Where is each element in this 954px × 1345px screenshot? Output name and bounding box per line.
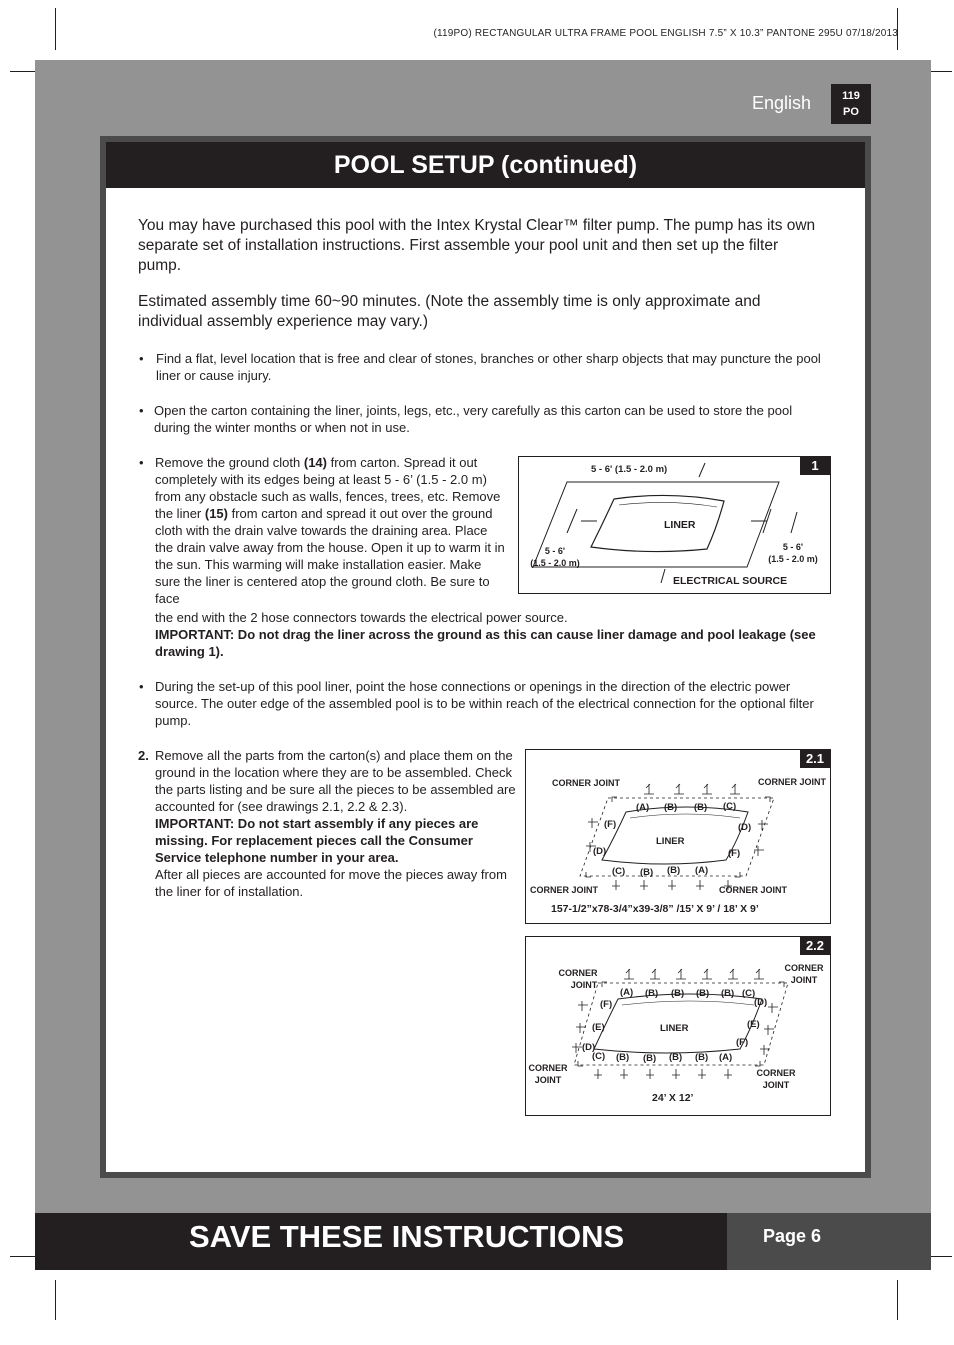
drawing-2-2-number: 2.2 bbox=[800, 937, 830, 955]
label-part-a: (A) bbox=[719, 1052, 733, 1063]
label-part-f: (F) bbox=[600, 999, 613, 1010]
step-2-instructions: Remove all the parts from the carton(s) and place them on the ground in the location where they are to be assembled. Check the parts listing and be sure all the pieces to be assembled are accounted for (see drawings 2.1, 2.2 & 2.3). bbox=[155, 748, 516, 814]
save-instructions-heading: SAVE THESE INSTRUCTIONS bbox=[189, 1219, 625, 1254]
ground-cloth-text-3: from carton and spread it out over the ground cloth with the drain valve towards the draining area. Place the drain valve away from the house. Open it up to warm it in the sun. This warming will make installation easier. Make sure the liner is centered atop the ground cloth. Be sure to face bbox=[155, 506, 505, 606]
label-part-e: (E) bbox=[747, 1019, 760, 1030]
label-left-clearance bbox=[525, 545, 585, 569]
left-clearance-m: (1.5 - 2.0 m) bbox=[530, 558, 580, 568]
label-part-b: (B) bbox=[721, 988, 735, 999]
label-part-d: (D) bbox=[582, 1042, 596, 1053]
bullet-marker: • bbox=[139, 679, 144, 694]
important-no-drag: IMPORTANT: Do not drag the liner across the ground as this can cause liner damage and pool leakage (see drawing 1). bbox=[155, 627, 816, 659]
label-part-b: (B) bbox=[669, 1052, 683, 1063]
label-part-b: (B) bbox=[696, 988, 710, 999]
print-header: (119PO) RECTANGULAR ULTRA FRAME POOL ENGLISH 7.5” X 10.3” PANTONE 295U 07/18/2013 bbox=[433, 28, 898, 39]
crop-mark bbox=[55, 1280, 56, 1320]
label-part-c: (C) bbox=[742, 988, 756, 999]
label-electrical-source: ELECTRICAL SOURCE bbox=[673, 575, 788, 587]
right-clearance-ft: 5 - 6' bbox=[782, 542, 804, 552]
label-part-b: (B) bbox=[616, 1052, 630, 1063]
intro-paragraph-1: You may have purchased this pool with the Intex Krystal Clear™ filter pump. The pump has its own separate set of installation instructions. First assemble your pool unit and then set up the filter pump. bbox=[138, 217, 816, 274]
crop-mark bbox=[897, 1280, 898, 1320]
label-corner-joint: CORNER JOINT bbox=[719, 885, 788, 895]
label-part-b: (B) bbox=[695, 1052, 709, 1063]
ground-cloth-text-1: Remove the ground cloth bbox=[155, 455, 304, 470]
label-corner-joint bbox=[556, 967, 600, 991]
bullet-marker: • bbox=[139, 455, 144, 470]
drawing-2-1-caption: 157-1/2”x78-3/4”x39-3/8” /15’ X 9’ / 18’ X 9’ bbox=[551, 903, 759, 915]
label-part-b: (B) bbox=[664, 802, 678, 813]
label-top-clearance: 5 - 6' (1.5 - 2.0 m) bbox=[591, 464, 668, 475]
label-liner: LINER bbox=[660, 1023, 689, 1034]
drawing-1-number: 1 bbox=[800, 457, 830, 475]
label-part-f: (F) bbox=[604, 819, 617, 830]
label-liner: LINER bbox=[656, 836, 685, 847]
label-part-c: (C) bbox=[723, 801, 737, 812]
label-part-a: (A) bbox=[695, 865, 709, 876]
label-part-c: (C) bbox=[592, 1051, 606, 1062]
label-part-f: (F) bbox=[728, 848, 741, 859]
label-corner-joint: CORNER JOINT bbox=[552, 778, 621, 788]
bullet-ground-cloth bbox=[155, 454, 507, 607]
badge-line1: 119 bbox=[842, 90, 860, 102]
intro-paragraph-2: Estimated assembly time 60~90 minutes. (Note the assembly time is only approximate and individual assembly experience may vary.) bbox=[138, 293, 761, 330]
label-corner-joint bbox=[526, 1062, 570, 1086]
label-corner-joint bbox=[782, 962, 826, 986]
ground-cloth-text-4: the end with the 2 hose connectors towards the electrical power source. bbox=[155, 610, 568, 625]
corner-word: CORNER bbox=[756, 1068, 796, 1078]
page-number-box bbox=[727, 1213, 931, 1270]
page-number: Page 6 bbox=[763, 1226, 822, 1246]
bullet-marker: • bbox=[139, 351, 144, 366]
label-part-b: (B) bbox=[671, 988, 685, 999]
drawing-2-1-number: 2.1 bbox=[800, 750, 830, 768]
label-part-e: (E) bbox=[592, 1022, 605, 1033]
step-number: 2. bbox=[138, 748, 149, 763]
drawing-2-2-caption: 24’ X 12’ bbox=[652, 1092, 694, 1104]
corner-word: CORNER bbox=[558, 968, 598, 978]
label-part-a: (A) bbox=[620, 987, 634, 998]
step-2-text bbox=[155, 747, 517, 900]
corner-word: CORNER bbox=[784, 963, 824, 973]
joint-word: JOINT bbox=[534, 1075, 562, 1085]
label-part-b: (B) bbox=[640, 867, 654, 878]
label-part-b: (B) bbox=[694, 802, 708, 813]
right-clearance-m: (1.5 - 2.0 m) bbox=[768, 554, 818, 564]
part-ref-15: (15) bbox=[204, 506, 228, 521]
bullet-open-carton: Open the carton containing the liner, joints, legs, etc., very carefully as this carton can be used to store the pool during the winter months or when not in use. bbox=[154, 403, 793, 435]
bullet-marker: • bbox=[139, 403, 144, 418]
label-part-f: (F) bbox=[736, 1037, 749, 1048]
label-corner-joint: CORNER JOINT bbox=[758, 777, 827, 787]
joint-word: JOINT bbox=[790, 975, 818, 985]
model-badge bbox=[831, 84, 871, 124]
label-part-b: (B) bbox=[667, 865, 681, 876]
label-part-d: (D) bbox=[738, 822, 752, 833]
joint-word: JOINT bbox=[762, 1080, 790, 1090]
label-corner-joint: CORNER JOINT bbox=[530, 885, 599, 895]
label-part-b: (B) bbox=[645, 988, 659, 999]
step-2-important: IMPORTANT: Do not start assembly if any pieces are missing. For replacement pieces call the Consumer Service telephone number in your area. bbox=[155, 816, 479, 865]
left-clearance-ft: 5 - 6' bbox=[544, 546, 566, 556]
step-2-after: After all pieces are accounted for move the pieces away from the liner for of installation. bbox=[155, 867, 507, 899]
label-part-a: (A) bbox=[636, 802, 650, 813]
label-corner-joint bbox=[754, 1067, 798, 1091]
label-right-clearance bbox=[762, 541, 824, 565]
page-title: POOL SETUP (continued) bbox=[106, 142, 865, 188]
ground-cloth-text-2: from carton. Spread it out completely with its edges being at least 5 - 6’ (1.5 - 2.0 m) from any obstacle such as walls, fences, trees, etc. Remove the liner bbox=[155, 455, 501, 521]
label-part-b: (B) bbox=[643, 1053, 657, 1064]
crop-mark bbox=[55, 8, 56, 50]
drawing-2-1 bbox=[525, 749, 831, 924]
language-label: English bbox=[752, 93, 812, 113]
joint-word: JOINT bbox=[570, 980, 598, 990]
corner-word: CORNER bbox=[528, 1063, 568, 1073]
bullet-hose-direction: During the set-up of this pool liner, point the hose connections or openings in the direction of the electric power source. The outer edge of the assembled pool is to be within reach of the electrical connection for the optional filter pump. bbox=[155, 679, 814, 728]
bullet-find-location: Find a flat, level location that is free and clear of stones, branches or other sharp objects that may puncture the pool liner or cause injury. bbox=[156, 351, 821, 383]
drawing-2-2 bbox=[525, 936, 831, 1116]
drawing-1 bbox=[518, 456, 831, 594]
label-part-d: (D) bbox=[754, 997, 768, 1008]
label-liner: LINER bbox=[664, 519, 696, 531]
badge-line2: PO bbox=[843, 106, 859, 118]
label-part-d: (D) bbox=[593, 846, 607, 857]
label-part-c: (C) bbox=[612, 866, 626, 877]
part-ref-14: (14) bbox=[303, 455, 327, 470]
